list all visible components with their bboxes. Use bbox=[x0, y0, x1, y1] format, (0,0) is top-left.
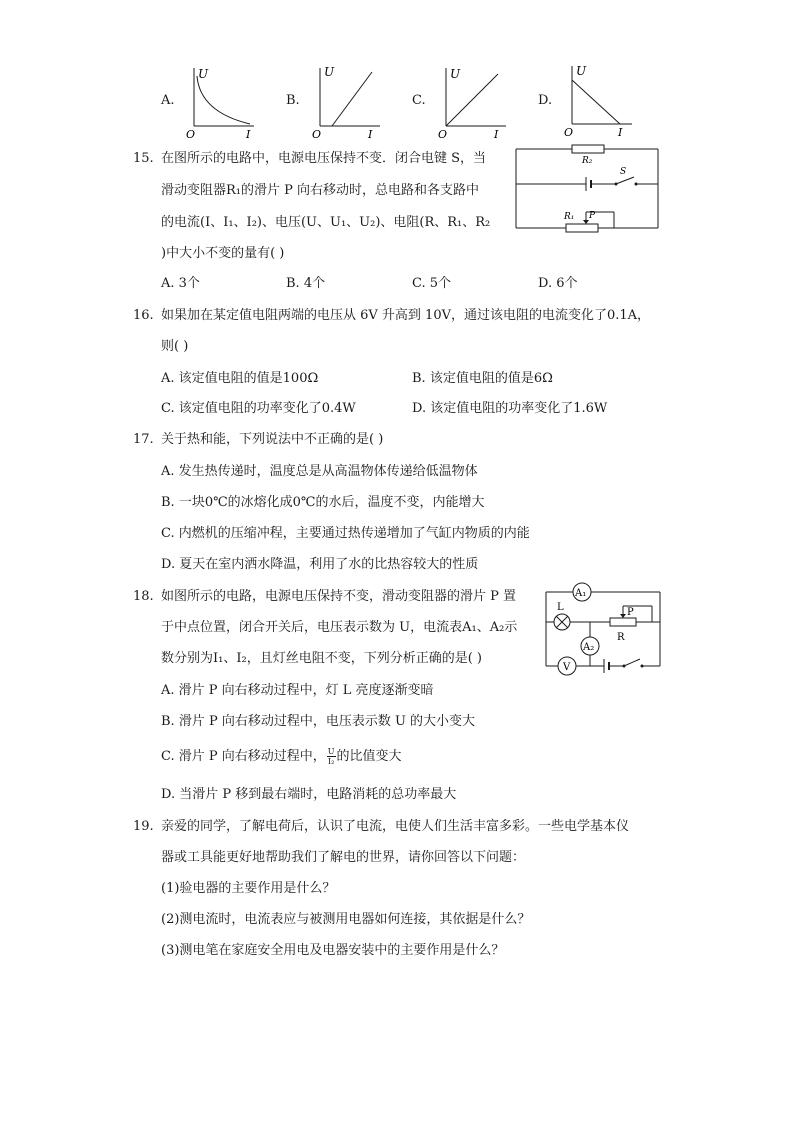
question-text-line-1: 在图所示的电路中，电源电压保持不变．闭合电键 S，当 bbox=[161, 151, 487, 166]
curve bbox=[572, 80, 620, 124]
curve bbox=[197, 76, 250, 124]
option-d[interactable]: D. 6个 bbox=[538, 276, 578, 291]
question-number: 15. bbox=[133, 151, 154, 166]
option-a[interactable]: A. 发生热传递时，温度总是从高温物体传递给低温物体 bbox=[161, 464, 478, 479]
question-text-line-2: 则( ) bbox=[161, 339, 189, 354]
option-d[interactable]: D. 当滑片 P 移到最右端时，电路消耗的总功率最大 bbox=[161, 787, 457, 802]
option-c[interactable]: C. 内燃机的压缩冲程，主要通过热传递增加了气缸内物质的内能 bbox=[161, 526, 530, 541]
q14-option-a-letter: A. bbox=[161, 93, 175, 108]
axis-x-label: I bbox=[246, 128, 251, 140]
option-c-suffix: 的比值变大 bbox=[336, 749, 402, 764]
axis-y-label: U bbox=[576, 64, 587, 78]
r-label: R bbox=[617, 632, 625, 643]
question-text-line-4: )中大小不变的量有( ) bbox=[161, 246, 285, 261]
q14-graph-c bbox=[432, 62, 512, 140]
q18-circuit-diagram bbox=[540, 580, 664, 678]
v-label: V bbox=[563, 662, 571, 673]
option-c[interactable]: C. 该定值电阻的功率变化了0.4W bbox=[161, 401, 356, 416]
option-a[interactable]: A. 3个 bbox=[161, 276, 200, 291]
a2-label: A₂ bbox=[583, 642, 595, 653]
l-label: L bbox=[557, 602, 564, 613]
q15-circuit-diagram bbox=[510, 140, 662, 234]
question-text-line-1: 关于热和能，下列说法中不正确的是( ) bbox=[161, 432, 384, 447]
fraction-u-over-i2: $\frac{U}{\text{I₂}}$ bbox=[327, 747, 335, 766]
option-a[interactable]: A. 该定值电阻的值是100Ω bbox=[161, 371, 319, 386]
switch-lever bbox=[616, 177, 634, 184]
q14-option-b-letter: B. bbox=[286, 93, 300, 108]
resistor-r2 bbox=[572, 145, 604, 153]
rheostat-r1 bbox=[566, 224, 598, 232]
question-text-line-2: 滑动变阻器R₁的滑片 P 向右移动时，总电路和各支路中 bbox=[161, 183, 480, 198]
origin-label: O bbox=[186, 128, 196, 140]
rheostat-r bbox=[610, 618, 636, 626]
option-c[interactable]: C. 5个 bbox=[412, 276, 452, 291]
option-b[interactable]: B. 滑片 P 向右移动过程中，电压表示数 U 的大小变大 bbox=[161, 714, 476, 729]
origin-label: O bbox=[564, 126, 574, 139]
question-text-line-3: 数分别为I₁、I₂，且灯丝电阻不变，下列分析正确的是( ) bbox=[161, 651, 482, 666]
question-text-line-2: 于中点位置，闭合开关后，电压表示数为 U，电流表A₁、A₂示 bbox=[161, 620, 518, 635]
curve bbox=[446, 74, 498, 126]
option-c-prefix: C. 滑片 P 向右移动过程中， bbox=[161, 749, 326, 764]
switch-label: S bbox=[620, 167, 627, 177]
option-b[interactable]: B. 4个 bbox=[286, 276, 326, 291]
option-b[interactable]: B. 该定值电阻的值是6Ω bbox=[412, 371, 553, 386]
question-number: 16. bbox=[133, 308, 154, 323]
q14-option-c-letter: C. bbox=[412, 93, 426, 108]
curve bbox=[332, 72, 372, 126]
axis-x-label: I bbox=[618, 126, 623, 139]
question-number: 19. bbox=[133, 819, 154, 834]
sub-question-3: (3)测电笔在家庭安全用电及电器安装中的主要作用是什么？ bbox=[161, 943, 505, 958]
sub-question-1: (1)验电器的主要作用是什么？ bbox=[161, 881, 336, 896]
axis-y-label: U bbox=[450, 67, 461, 81]
a1-label: A₁ bbox=[575, 588, 587, 599]
p-label: P bbox=[589, 211, 596, 221]
r2-label: R₂ bbox=[582, 156, 593, 166]
q14-graph-b bbox=[306, 62, 386, 140]
question-text-line-1: 亲爱的同学，了解电荷后，认识了电流，电使人们生活丰富多彩。一些电学基本仪 bbox=[161, 819, 630, 834]
origin-label: O bbox=[438, 128, 448, 140]
option-c[interactable] bbox=[161, 747, 402, 766]
option-d[interactable]: D. 该定值电阻的功率变化了1.6W bbox=[412, 401, 608, 416]
question-text-line-2: 器或工具能更好地帮助我们了解电的世界，请你回答以下问题： bbox=[161, 850, 526, 865]
q14-option-d-letter: D. bbox=[538, 93, 553, 108]
question-text-line-1: 如果加在某定值电阻两端的电压从 6V 升高到 10V，通过该电阻的电流变化了0.1A， bbox=[161, 308, 651, 323]
axis-y-label: U bbox=[198, 67, 209, 81]
axis-y-label: U bbox=[324, 65, 335, 79]
p-label: P bbox=[627, 607, 634, 618]
question-text-line-1: 如图所示的电路，电源电压保持不变，滑动变阻器的滑片 P 置 bbox=[161, 589, 517, 604]
axis-x-label: I bbox=[494, 128, 499, 140]
axis-x-label: I bbox=[368, 128, 373, 140]
q14-graph-a bbox=[180, 62, 260, 140]
switch-lever bbox=[624, 659, 640, 666]
option-a[interactable]: A. 滑片 P 向右移动过程中，灯 L 亮度逐渐变暗 bbox=[161, 683, 434, 698]
sub-question-2: (2)测电流时，电流表应与被测用电器如何连接，其依据是什么？ bbox=[161, 912, 531, 927]
r1-label: R₁ bbox=[564, 212, 575, 222]
origin-label: O bbox=[312, 128, 322, 140]
q14-graph-d bbox=[558, 62, 638, 140]
question-number: 17. bbox=[133, 432, 154, 447]
question-text-line-3: 的电流(I、I₁、I₂)、电压(U、U₁、U₂)、电阻(R、R₁、R₂ bbox=[161, 215, 491, 230]
option-b[interactable]: B. 一块0℃的冰熔化成0℃的水后，温度不变，内能增大 bbox=[161, 495, 485, 510]
option-d[interactable]: D. 夏天在室内洒水降温，利用了水的比热容较大的性质 bbox=[161, 557, 479, 572]
question-number: 18. bbox=[133, 589, 154, 604]
